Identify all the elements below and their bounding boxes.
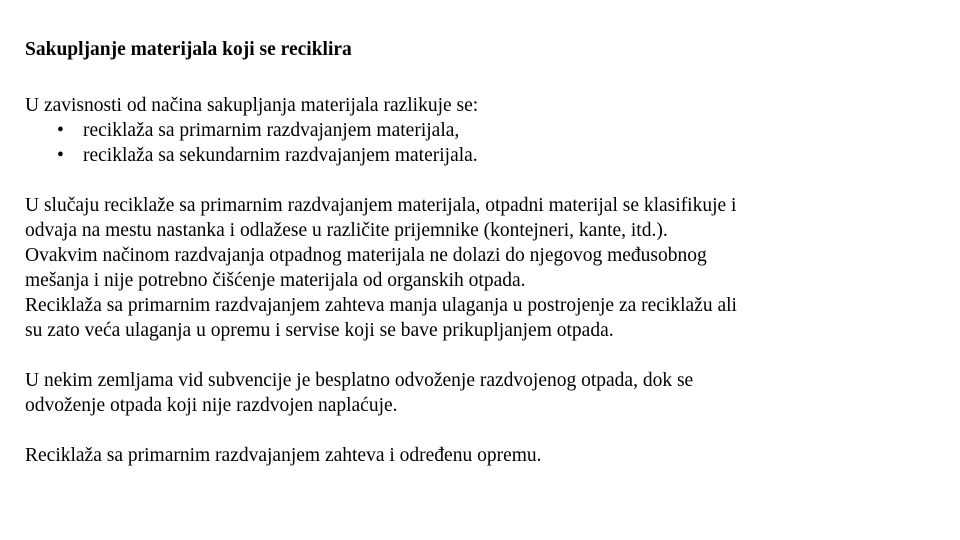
list-item: • reciklaža sa sekundarnim razdvajanjem materijala. (57, 143, 925, 168)
paragraph-primary-separation (25, 193, 925, 343)
text-line: Ovakvim načinom razdvajanja otpadnog materijala ne dolazi do njegovog međusobnog (25, 245, 707, 266)
text-line: su zato veća ulaganja u opremu i servise koji se bave prikupljanjem otpada. (25, 320, 614, 341)
paragraph-spacer (25, 418, 925, 443)
intro-text: U zavisnosti od načina sakupljanja materijala razlikuje se: (25, 95, 479, 116)
document-body (25, 37, 925, 468)
text-line: U slučaju reciklaže sa primarnim razdvajanjem materijala, otpadni materijal se klasifikuje i (25, 195, 737, 216)
document-title: Sakupljanje materijala koji se reciklira (25, 39, 352, 60)
paragraph-spacer (25, 168, 925, 193)
text-line: U nekim zemljama vid subvencije je besplatno odvoženje razdvojenog otpada, dok se (25, 370, 694, 391)
paragraph-equipment: Reciklaža sa primarnim razdvajanjem zahteva i određenu opremu. (25, 445, 542, 466)
bullet-list (25, 118, 925, 168)
paragraph-subsidy (25, 368, 925, 418)
text-line: odvoženje otpada koji nije razdvojen naplaćuje. (25, 395, 398, 416)
list-item: • reciklaža sa primarnim razdvajanjem materijala, (57, 118, 925, 143)
paragraph-spacer (25, 343, 925, 368)
text-line: odvaja na mestu nastanka i odlažese u različite prijemnike (kontejneri, kante, itd.). (25, 220, 668, 241)
text-line: Reciklaža sa primarnim razdvajanjem zahteva manja ulaganja u postrojenje za reciklažu ali (25, 295, 737, 316)
text-line: mešanja i nije potrebno čišćenje materijala od organskih otpada. (25, 270, 526, 291)
